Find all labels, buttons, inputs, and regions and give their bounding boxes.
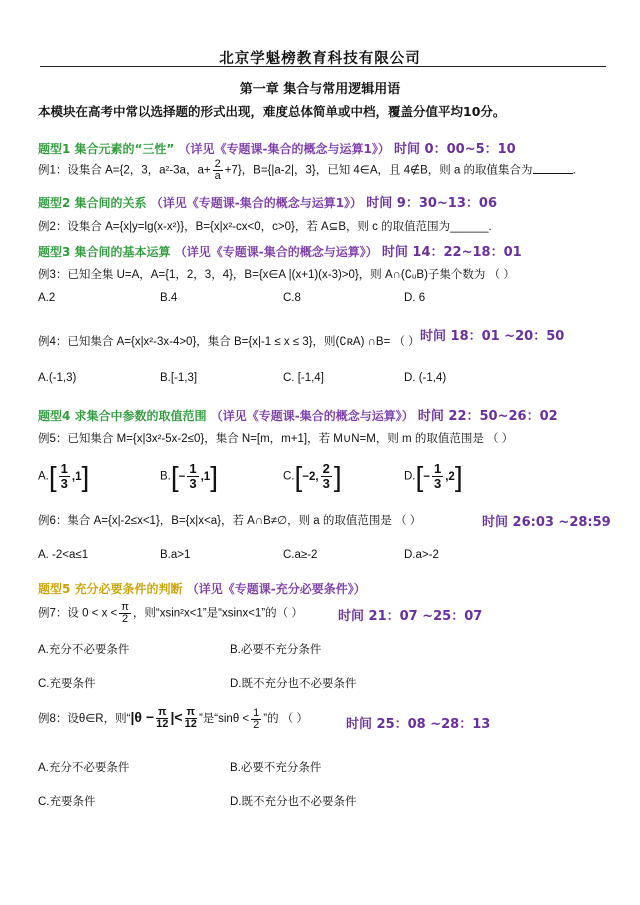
- option-c[interactable]: C.a≥-2: [283, 549, 318, 561]
- option-b[interactable]: B.必要不充分条件: [230, 762, 322, 774]
- question-text: 例7：设 0 < x <: [38, 607, 118, 620]
- option-b[interactable]: B.4: [160, 292, 178, 304]
- fraction: $\frac{\pi}{12}$: [156, 706, 169, 730]
- header-divider: [40, 66, 606, 67]
- time-stamp: 时间 14：22~18：01: [381, 245, 522, 260]
- company-header: 北京学魁榜教育科技有限公司: [219, 51, 421, 67]
- chapter-title: 第一章 集合与常用逻辑用语: [239, 82, 401, 97]
- section-ref: （详见《专题课-集合的概念与运算》）: [210, 409, 414, 423]
- option-a[interactable]: A.充分不必要条件: [38, 762, 130, 774]
- question-8: 例8：设θ∈R，则“|θ − $\frac{\pi}{12}$ |< $\frac{\pi}{12}$ ”是“sinθ < $\frac{1}{2}$ ”的 （ ）: [38, 706, 308, 731]
- option-a[interactable]: A. -2<a≤1: [38, 549, 89, 561]
- question-text: 例8：设θ∈R，则“: [38, 713, 131, 726]
- section-1-heading: [38, 138, 516, 157]
- option-b[interactable]: B.a>1: [160, 549, 191, 561]
- option-c[interactable]: C.充要条件: [38, 678, 96, 690]
- question-3: 例3：已知全集 U=A，A={1，2，3，4}，B={x∈A |(x+1)(x-3)>0}，则 A∩(∁ᵤB)子集个数为 （ ）: [38, 269, 515, 281]
- option-d[interactable]: D.[− $\frac{1}{3}$ ,2]: [404, 460, 463, 492]
- time-stamp: 时间 22：50~26：02: [417, 409, 558, 424]
- section-ref: （详见《专题课-充分必要条件》）: [186, 582, 366, 596]
- question-5: 例5：已知集合 M={x|3x²-5x-2≤0}，集合 N=[m，m+1]，若 M∪N=M，则 m 的取值范围是 （ ）: [38, 433, 514, 445]
- section-title: 题型4 求集合中参数的取值范围: [38, 409, 207, 423]
- section-4-heading: [38, 405, 558, 424]
- option-b[interactable]: B.[− $\frac{1}{3}$ ,1]: [160, 460, 218, 492]
- question-4: 例4：已知集合 A={x|x²-3x-4>0}，集合 B={x|-1 ≤ x ≤ 3}，则(∁ʀA) ∩B= （ ）: [38, 336, 420, 348]
- section-ref: （详见《专题课-集合的概念与运算》）: [174, 245, 378, 259]
- time-stamp: 时间 18：01 ~20：50: [420, 329, 565, 344]
- fraction: $\frac{1}{2}$: [253, 706, 260, 731]
- option-c[interactable]: C. [-1,4]: [283, 372, 324, 384]
- question-text: ，则“xsin²x<1”是“xsinx<1”的（ ）: [132, 607, 303, 620]
- option-a[interactable]: A.(-1,3): [38, 372, 77, 384]
- question-1: 例1：设集合 A={2，3，a²-3a，a+ $\frac{2}{a}$ +7}，B={|a-2|，3}，已知 4∈A，且 4∉B，则 a 的取值集合为 .: [38, 158, 576, 182]
- option-d[interactable]: D. 6: [404, 292, 426, 304]
- option-c[interactable]: C.8: [283, 292, 301, 304]
- option-d[interactable]: D.a>-2: [404, 549, 439, 561]
- option-a[interactable]: A.[ $\frac{1}{3}$ ,1]: [38, 460, 90, 492]
- section-ref: （详见《专题课-集合的概念与运算1》）: [178, 142, 390, 156]
- question-2: 例2：设集合 A={x|y=lg(x-x²)}，B={x|x²-cx<0，c>0}，若 A⊆B，则 c 的取值范围为______.: [38, 221, 492, 233]
- question-text: ”的 （ ）: [263, 713, 308, 726]
- fraction: $\frac{\pi}{2}$: [121, 601, 129, 625]
- question-7: [38, 602, 303, 625]
- option-d[interactable]: D.既不充分也不必要条件: [230, 678, 357, 690]
- fraction: $\frac{1}{3}$: [189, 461, 197, 491]
- section-5-heading: [38, 580, 366, 597]
- fraction: $\frac{2}{a}$: [214, 158, 221, 182]
- option-c[interactable]: C.[−2, $\frac{2}{3}$ ]: [283, 460, 342, 492]
- question-6: 例6：集合 A={x|-2≤x<1}，B={x|x<a}，若 A∩B≠∅，则 a 的取值范围是 （ ）: [38, 515, 422, 527]
- option-d[interactable]: D. (-1,4): [404, 372, 447, 384]
- section-title: 题型2 集合间的关系: [38, 196, 147, 210]
- section-ref: （详见《专题课-集合的概念与运算1》）: [150, 196, 363, 210]
- intro-text: 本模块在高考中常以选择题的形式出现，难度总体简单或中档，覆盖分值平均10分。: [38, 104, 506, 119]
- option-b[interactable]: B.[-1,3]: [160, 372, 198, 384]
- fraction: $\frac{1}{3}$: [434, 461, 442, 491]
- question-text: +7}，B={|a-2|，3}，已知 4∈A，且 4∉B，则 a 的取值集合为: [224, 164, 533, 177]
- section-3-heading: [38, 241, 522, 260]
- time-stamp: 时间 25：08 ~28：13: [346, 717, 491, 732]
- fraction: $\frac{1}{3}$: [60, 461, 68, 491]
- time-stamp: 时间 26:03 ~28:59: [482, 515, 611, 530]
- question-text: 例1：设集合 A={2，3，a²-3a，a+: [38, 164, 211, 177]
- option-a[interactable]: A.充分不必要条件: [38, 644, 130, 656]
- fraction: $\frac{2}{3}$: [322, 461, 330, 491]
- section-2-heading: [38, 192, 497, 211]
- section-title: 题型5 充分必要条件的判断: [38, 582, 183, 596]
- option-c[interactable]: C.充要条件: [38, 796, 96, 808]
- fraction: $\frac{\pi}{12}$: [184, 706, 197, 730]
- section-title: 题型1 集合元素的“三性”: [38, 142, 175, 156]
- time-stamp: 时间 21：07 ~25：07: [338, 609, 483, 624]
- option-a[interactable]: A.2: [38, 292, 56, 304]
- time-stamp: 时间 0：00~5：10: [394, 142, 516, 157]
- section-title: 题型3 集合间的基本运算: [38, 245, 171, 259]
- answer-blank: [533, 163, 573, 174]
- question-text: ”是“sinθ <: [198, 713, 250, 726]
- option-d[interactable]: D.既不充分也不必要条件: [230, 796, 357, 808]
- option-b[interactable]: B.必要不充分条件: [230, 644, 322, 656]
- time-stamp: 时间 9：30~13：06: [366, 196, 497, 211]
